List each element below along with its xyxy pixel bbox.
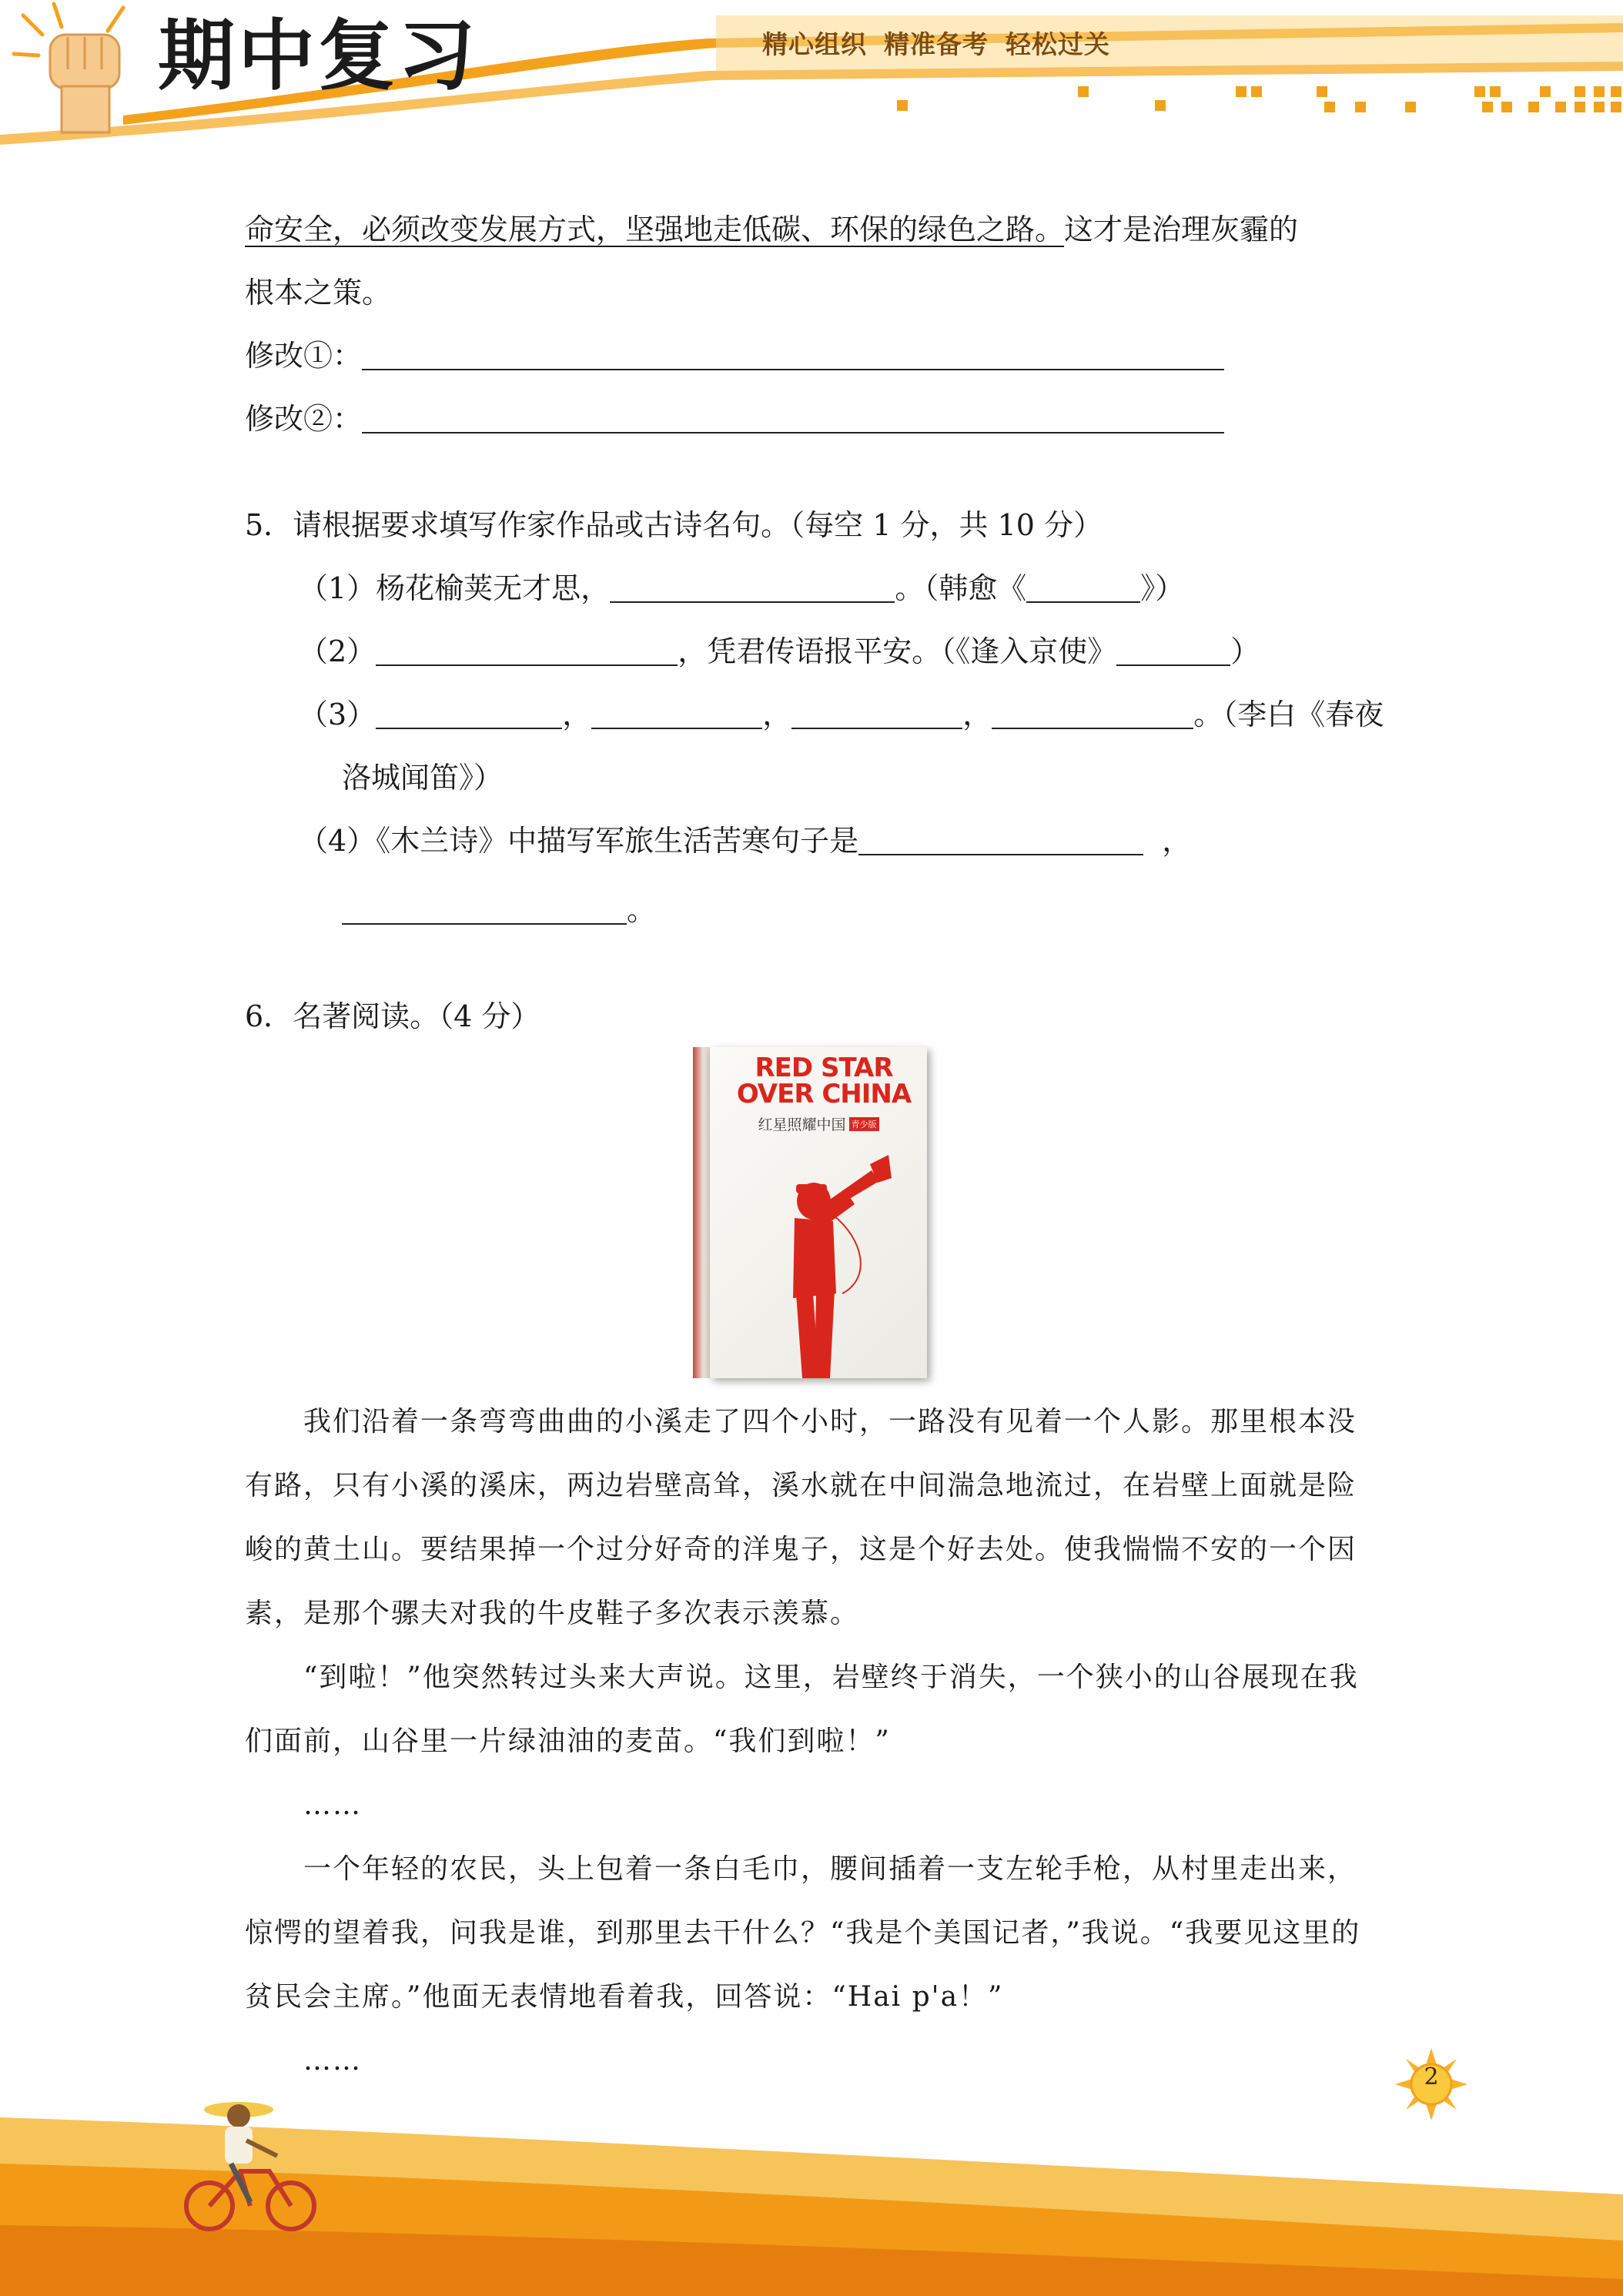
q5-item-2: [299, 630, 1260, 673]
q5-item-2-mid: ，凭君传语报平安。（《逢入京使》: [678, 634, 1117, 668]
q4-line-1: [245, 208, 1298, 251]
q5-blank[interactable]: [1026, 571, 1140, 603]
book-title-en: [724, 1053, 924, 1110]
passage-text: “到啦！”他突然转过头来大声说。这里，岩壁终于消失，一个狭小的山谷展现在我们面前，山谷里一片绿油油的麦苗。“我们到啦！”: [245, 1662, 1359, 1757]
q5-item-1-post: 》）: [1140, 571, 1185, 605]
fix-1-row: [245, 334, 1224, 377]
fix-2-blank[interactable]: [362, 401, 1224, 433]
q5-blank[interactable]: [591, 697, 762, 729]
page-number: 2: [1424, 2063, 1439, 2090]
book-cover-image: [693, 1047, 927, 1378]
q4-line-2: 根本之策。: [245, 276, 392, 310]
comma: ，: [562, 698, 592, 731]
q5-blank[interactable]: [376, 697, 562, 729]
q5-blank[interactable]: [992, 697, 1193, 729]
passage-ellipsis-1: [245, 1773, 1378, 1837]
q5-title: 5．请根据要求填写作家作品或古诗名句。（每空 1 分，共 10 分）: [245, 508, 1103, 542]
book-title-en-line-1: RED STAR: [755, 1053, 893, 1083]
q5-item-1: [299, 567, 1184, 610]
q5-item-3-cont: 洛城闻笛》）: [342, 761, 504, 795]
q5-item-3-pre: （3）: [299, 698, 376, 731]
passage-text: ……: [303, 1789, 362, 1821]
q5-item-3-post: 。（李白《春夜: [1193, 698, 1384, 731]
book-edition-badge: 青少版: [849, 1117, 879, 1131]
page-header: [0, 0, 1623, 154]
page-footer: [0, 2048, 1623, 2296]
q5-blank[interactable]: [376, 634, 678, 666]
passage-paragraph-1: [245, 1390, 1378, 1645]
slogan-item: 轻松过关: [1006, 29, 1110, 59]
header-slogan: [762, 28, 1127, 62]
book-title-en-line-2: OVER CHINA: [736, 1079, 912, 1110]
passage-text: 我们沿着一条弯弯曲曲的小溪走了四个小时，一路没有见着一个人影。那里根本没有路，只有小溪的溪床，两边岩壁高耸，溪水就在中间湍急地流过，在岩壁上面就是险峻的黄土山。要结果掉一个过分好奇的洋鬼子，这是个好去处。使我惴惴不安的一个因素，是那个骡夫对我的牛皮鞋子多次表示羡慕。: [245, 1406, 1357, 1629]
fix-2-label: 修改②：: [245, 402, 363, 436]
q5-blank[interactable]: [1116, 634, 1230, 666]
fist-icon: [8, 0, 146, 139]
q6-title: 6．名著阅读。（4 分）: [245, 999, 540, 1033]
q5-item-4-cont: [342, 889, 656, 932]
slogan-item: 精心组织: [762, 29, 867, 59]
q5-blank[interactable]: [610, 571, 895, 603]
book-spine: [693, 1047, 710, 1378]
fix-2-row: [245, 397, 1224, 440]
q5-item-2-pre: （2）: [299, 634, 376, 668]
q5-blank[interactable]: [791, 697, 962, 729]
fix-1-blank[interactable]: [362, 338, 1224, 370]
q5-blank[interactable]: [858, 823, 1143, 855]
q5-item-4-pre: （4）《木兰诗》中描写军旅生活苦寒句子是: [299, 824, 859, 858]
comma: ，: [1162, 824, 1192, 858]
q5-item-1-text: （1）杨花榆荚无才思，: [299, 571, 611, 605]
cyclist-icon: [177, 2087, 323, 2241]
header-title: 期中复习: [158, 11, 478, 101]
underlined-sentence: 命安全，必须改变发展方式，坚强地走低碳、环保的绿色之路。: [245, 213, 1065, 246]
slogan-item: 精准备考: [884, 29, 989, 59]
passage-text: ……: [303, 2045, 362, 2077]
q5-item-3: [299, 693, 1384, 736]
book-front: [710, 1047, 927, 1378]
comma: ，: [962, 698, 992, 731]
fix-1-label: 修改①：: [245, 339, 363, 373]
book-title-cn-text: 红星照耀中国: [758, 1116, 846, 1133]
period: 。: [627, 893, 657, 927]
comma: ，: [762, 698, 792, 731]
q5-item-2-post: ）: [1230, 634, 1260, 668]
bugler-silhouette-icon: [756, 1147, 895, 1378]
q5-item-4: [299, 819, 1191, 862]
book-title-cn: [710, 1113, 927, 1134]
q4-line-1-rest: 这才是治理灰霾的: [1064, 213, 1299, 246]
passage-paragraph-3: [245, 1837, 1378, 2029]
passage-paragraph-2: [245, 1645, 1378, 1773]
q5-item-1-mid: 。（韩愈《: [895, 571, 1027, 605]
q5-blank[interactable]: [342, 892, 627, 925]
passage-text: 一个年轻的农民，头上包着一条白毛巾，腰间插着一支左轮手枪，从村里走出来，惊愕的望着我，问我是谁，到那里去干什么？“我是个美国记者，”我说。“我要见这里的贫民会主席。”他面无表情地看着我，回答说：“Hai p'a！”: [245, 1853, 1361, 2013]
